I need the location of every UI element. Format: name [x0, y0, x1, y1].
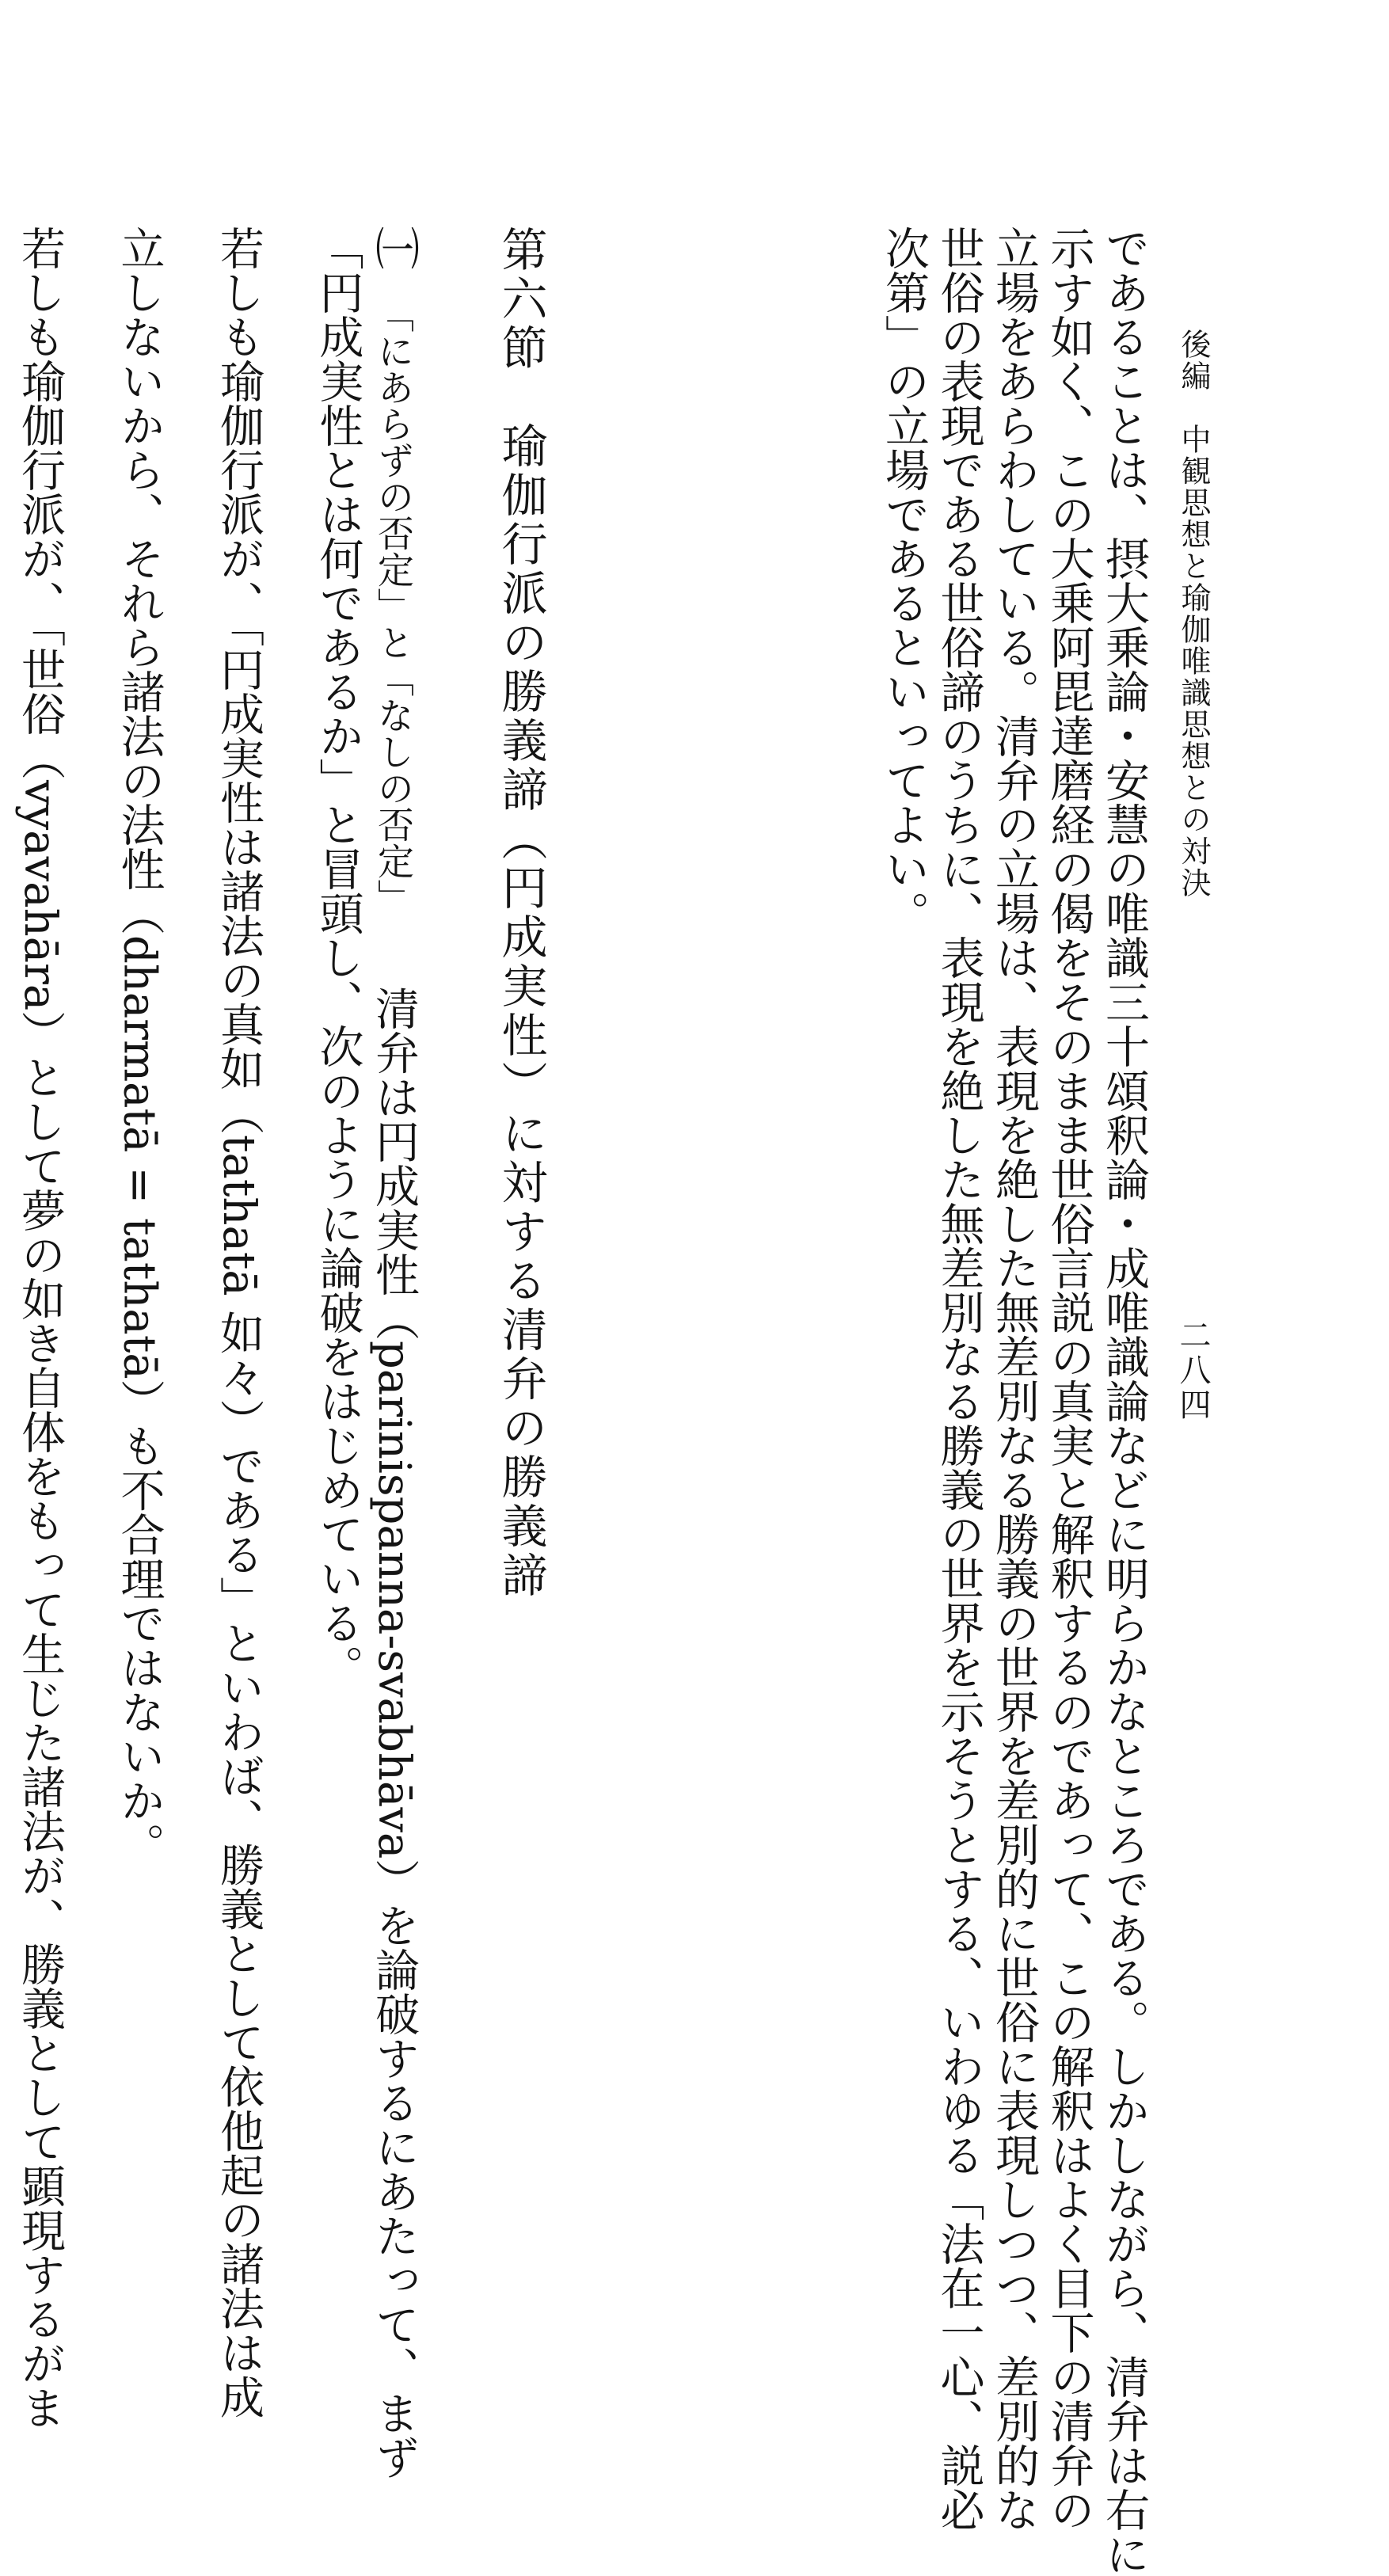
text-line: 若しも瑜伽行派が、「円成実性は諸法の真如（tathatā 如々）である」といわば、勝義として依他起の諸法は成	[213, 226, 264, 2419]
running-head: 後編 中観思想と瑜伽唯識思想との対決	[1176, 329, 1211, 899]
text-line: 「円成実性とは何であるか」と冒頭し、次のように論破をはじめている。	[312, 226, 364, 1689]
text-line: 立場をあらわしている。清弁の立場は、表現を絶した無差別なる勝義の世界を差別的に世俗に表現しつつ、差別的な	[988, 226, 1040, 2532]
subsection-label: 「にあらずの否定」と「なしの否定」	[372, 314, 415, 897]
subsection-text: 清弁は円成実性（parinispanna-svabhāva）を論破するにあたって、まず	[368, 986, 420, 2480]
body-text	[14, 226, 1151, 2576]
subsection-line	[366, 226, 422, 2480]
spacer	[421, 226, 493, 1817]
text-line: 示す如く、この大乗阿毘達磨経の偈をそのまま世俗言説の真実と解釈するのであって、この解釈はよく目下の清弁の	[1043, 226, 1095, 2532]
text-line: であることは、摂大乗論・安慧の唯識三十頌釈論・成唯識論などに明らかなところである。しかしながら、清弁は右に	[1098, 226, 1150, 2576]
text-line: 世俗の表現である世俗諦のうちに、表現を絶した無差別なる勝義の世界を示そうとする、いわゆる「法在一心、説必	[933, 226, 985, 2532]
page-number: 二八四	[1174, 1318, 1211, 1423]
spacer	[805, 226, 877, 1817]
text-line	[0, 226, 13, 1817]
text-line: 若しも瑜伽行派が、「世俗（vyavahāra）として夢の如き自体をもって生じた諸法が、勝義として顕現するがま	[14, 226, 66, 2430]
section-title: 第六節 瑜伽行派の勝義諦（円成実性）に対する清弁の勝義諦	[493, 226, 548, 1600]
text-line: 次第」の立場であるといってよい。	[878, 226, 930, 935]
text-line: 立しないから、それら諸法の法性（dharmatā = tathatā）も不合理ではないか。	[113, 226, 166, 1867]
subsection-mark: ㈠	[368, 226, 420, 270]
